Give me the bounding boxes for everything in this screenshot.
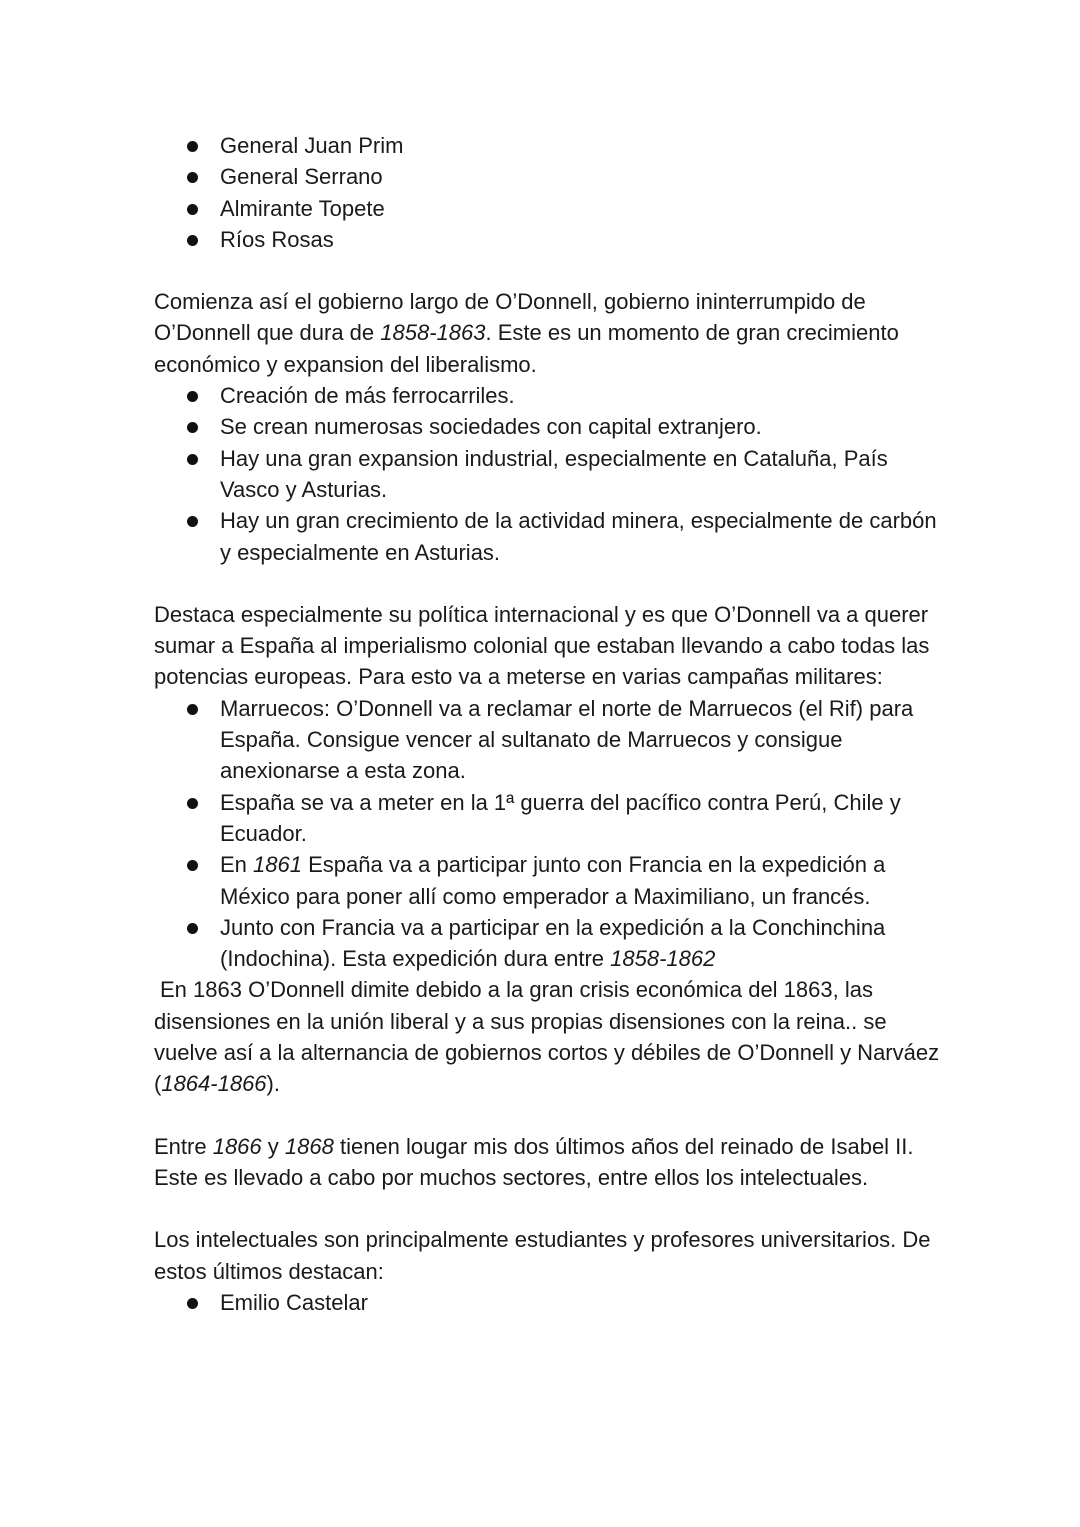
list-item: En 1861 España va a participar junto con Francia en la expedición a México para poner allí como emperador a Maximiliano, un francés.: [154, 849, 944, 912]
list-item: Junto con Francia va a participar en la expedición a la Conchinchina (Indochina). Esta expedición dura entre 1858-1862: [154, 912, 944, 975]
military-campaigns-list: [154, 693, 944, 975]
intellectuals-list: [154, 1287, 944, 1318]
list-item: Hay un gran crecimiento de la actividad minera, especialmente de carbón y especialmente en Asturias.: [154, 505, 944, 568]
document-page: [154, 130, 944, 1318]
list-item: Almirante Topete: [154, 193, 944, 224]
list-item: General Juan Prim: [154, 130, 944, 161]
list-item: Hay una gran expansion industrial, especialmente en Cataluña, País Vasco y Asturias.: [154, 443, 944, 506]
paragraph-final-years: Entre 1866 y 1868 tienen lougar mis dos últimos años del reinado de Isabel II. Este es llevado a cabo por muchos sectores, entre ellos los intelectuales.: [154, 1133, 914, 1190]
list-item: España se va a meter en la 1ª guerra del pacífico contra Perú, Chile y Ecuador.: [154, 787, 944, 850]
list-item: Ríos Rosas: [154, 224, 944, 255]
generals-list: [154, 130, 944, 255]
paragraph-international-policy: Destaca especialmente su política internacional y es que O’Donnell va a querer sumar a España al imperialismo colonial que estaban llevando a cabo todas las potencias europeas. Para esto va a meterse en varias campañas militares:: [154, 601, 930, 690]
list-item: Creación de más ferrocarriles.: [154, 380, 944, 411]
paragraph-odonnell-government: Comienza así el gobierno largo de O’Donnell, gobierno ininterrumpido de O’Donnell que dura de 1858-1863. Este es un momento de gran crecimiento económico y expansion del liberalismo.: [154, 289, 899, 377]
paragraph-resignation: En 1863 O’Donnell dimite debido a la gran crisis económica del 1863, las disensiones en la unión liberal y a sus propias disensiones con la reina.. se vuelve así a la alternancia de gobiernos cortos y débiles de O’Donnell y Narváez (1864-1866).: [154, 977, 940, 1097]
list-item: General Serrano: [154, 161, 944, 192]
list-item: Marruecos: O’Donnell va a reclamar el norte de Marruecos (el Rif) para España. Consigue vencer al sultanato de Marruecos y consigue anexionarse a esta zona.: [154, 693, 944, 787]
economic-growth-list: [154, 380, 944, 568]
list-item: Se crean numerosas sociedades con capital extranjero.: [154, 411, 944, 442]
paragraph-intellectuals: Los intelectuales son principalmente estudiantes y profesores universitarios. De estos últimos destacan:: [154, 1227, 931, 1284]
list-item: Emilio Castelar: [154, 1287, 944, 1318]
